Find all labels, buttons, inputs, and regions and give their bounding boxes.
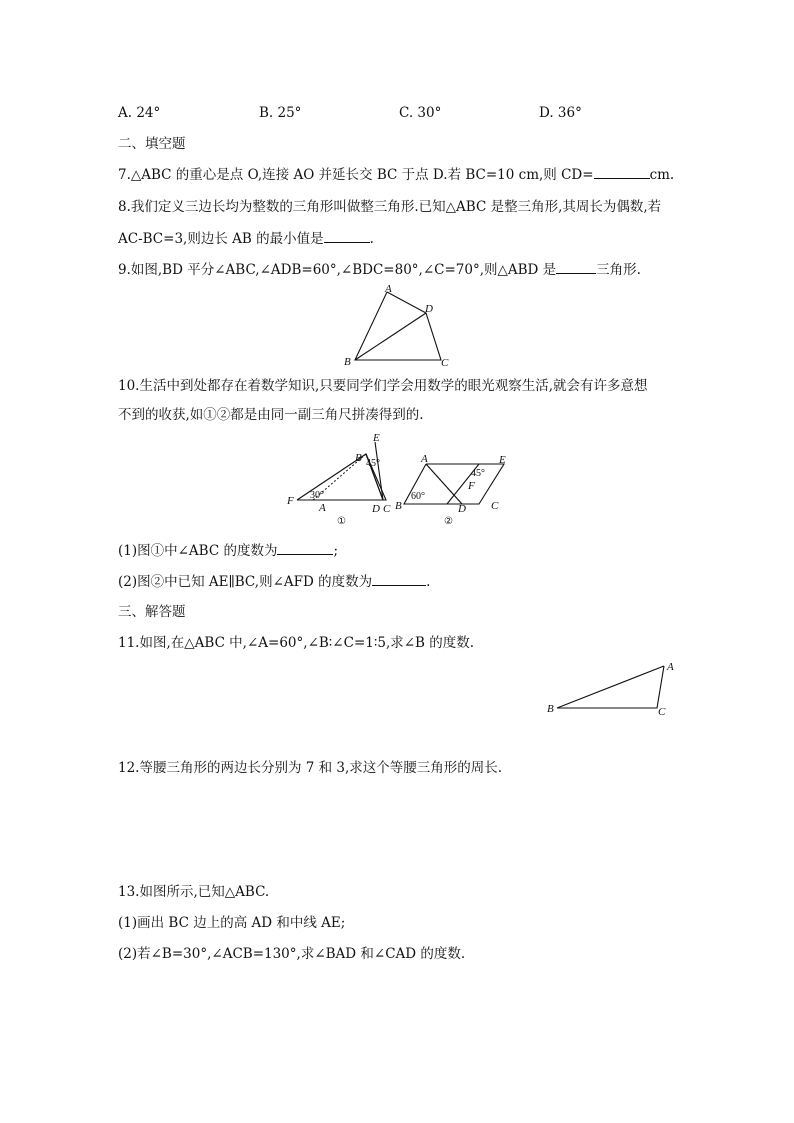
fig10-1-label-b: B <box>355 452 362 464</box>
question-13-stem: 13.如图所示,已知△ABC. <box>118 884 270 900</box>
fig10-2-angle-45: 45° <box>471 468 485 479</box>
question-11: 11.如图,在△ABC 中,∠A=60°,∠B∶∠C=1∶5,求∠B 的度数. <box>118 635 475 651</box>
question-10-line2: 不到的收获,如①②都是由同一副三角尺拼凑得到的. <box>118 407 424 423</box>
fig10-1-caption: ① <box>337 516 346 527</box>
q10-2-end: . <box>426 574 431 590</box>
question-10-part1 <box>118 540 338 561</box>
fig10-2-label-f: F <box>468 480 475 492</box>
question-9 <box>118 259 641 280</box>
fig11-label-c: C <box>658 706 666 718</box>
q8-end: . <box>369 231 374 247</box>
option-a: A. 24° <box>118 105 161 121</box>
figure-q10-set-squares <box>280 432 515 528</box>
fig11-label-b: B <box>547 703 554 715</box>
fig10-1-angle-30: 30° <box>310 490 324 501</box>
q8-answer-blank <box>324 228 370 243</box>
question-12: 12.等腰三角形的两边长分别为 7 和 3,求这个等腰三角形的周长. <box>118 760 503 776</box>
fig10-1-label-c: C <box>383 503 391 515</box>
fig10-2-label-c: C <box>491 500 499 512</box>
q10-1-end: ; <box>333 543 339 559</box>
section-answer-heading: 三、解答题 <box>118 604 186 620</box>
question-8-line1: 8.我们定义三边长均为整数的三角形叫做整三角形.已知△ABC 是整三角形,其周长为偶数,若 <box>118 199 662 215</box>
fig9-label-a: A <box>385 283 392 295</box>
q10-1-text: (1)图①中∠ABC 的度数为 <box>118 543 278 559</box>
fig10-1-label-f: F <box>287 495 294 507</box>
question-7 <box>118 164 674 185</box>
option-b: B. 25° <box>259 105 302 121</box>
fig9-label-d: D <box>425 303 433 315</box>
q7-unit: cm. <box>649 167 675 183</box>
fig10-1-label-e: E <box>373 432 380 444</box>
question-10-line1: 10.生活中到处都存在着数学知识,只要同学们学会用数学的眼光观察生活,就会有许多意想 <box>118 378 648 394</box>
figure-q11-triangle <box>540 658 680 718</box>
question-8-line2 <box>118 228 374 249</box>
q9-end: 三角形. <box>596 262 641 278</box>
option-d: D. 36° <box>539 105 582 121</box>
q7-answer-blank <box>594 164 650 179</box>
fig10-2-label-a: A <box>421 453 428 465</box>
q9-answer-blank <box>556 259 596 274</box>
q8-text: AC-BC=3,则边长 AB 的最小值是 <box>118 231 324 247</box>
q10-1-answer-blank <box>277 540 333 555</box>
question-13-part2: (2)若∠B=30°,∠ACB=130°,求∠BAD 和∠CAD 的度数. <box>118 946 466 962</box>
option-c: C. 30° <box>399 105 442 121</box>
fig9-label-c: C <box>441 357 449 369</box>
section-fill-in-heading: 二、填空题 <box>118 136 186 152</box>
fig10-2-label-d: D <box>458 503 466 515</box>
q7-text: 7.△ABC 的重心是点 O,连接 AO 并延长交 BC 于点 D.若 BC=10 cm,则 CD= <box>118 167 594 183</box>
fig10-2-label-b: B <box>395 500 402 512</box>
question-10-part2 <box>118 571 430 592</box>
fig10-1-label-d: D <box>372 503 380 515</box>
fig11-label-a: A <box>667 661 674 673</box>
q10-2-text: (2)图②中已知 AE∥BC,则∠AFD 的度数为 <box>118 574 373 590</box>
fig9-label-b: B <box>344 356 351 368</box>
q10-2-answer-blank <box>372 571 426 586</box>
figure-q9-triangle <box>338 282 458 370</box>
fig10-2-label-e: E <box>499 454 506 466</box>
question-13-part1: (1)画出 BC 边上的高 AD 和中线 AE; <box>118 915 346 931</box>
fig10-1-angle-45: 45° <box>366 458 380 469</box>
q9-text: 9.如图,BD 平分∠ABC,∠ADB=60°,∠BDC=80°,∠C=70°,则△ABD 是 <box>118 262 557 278</box>
fig10-2-angle-60: 60° <box>411 491 425 502</box>
fig10-2-caption: ② <box>444 516 453 527</box>
fig10-1-label-a: A <box>319 502 326 514</box>
